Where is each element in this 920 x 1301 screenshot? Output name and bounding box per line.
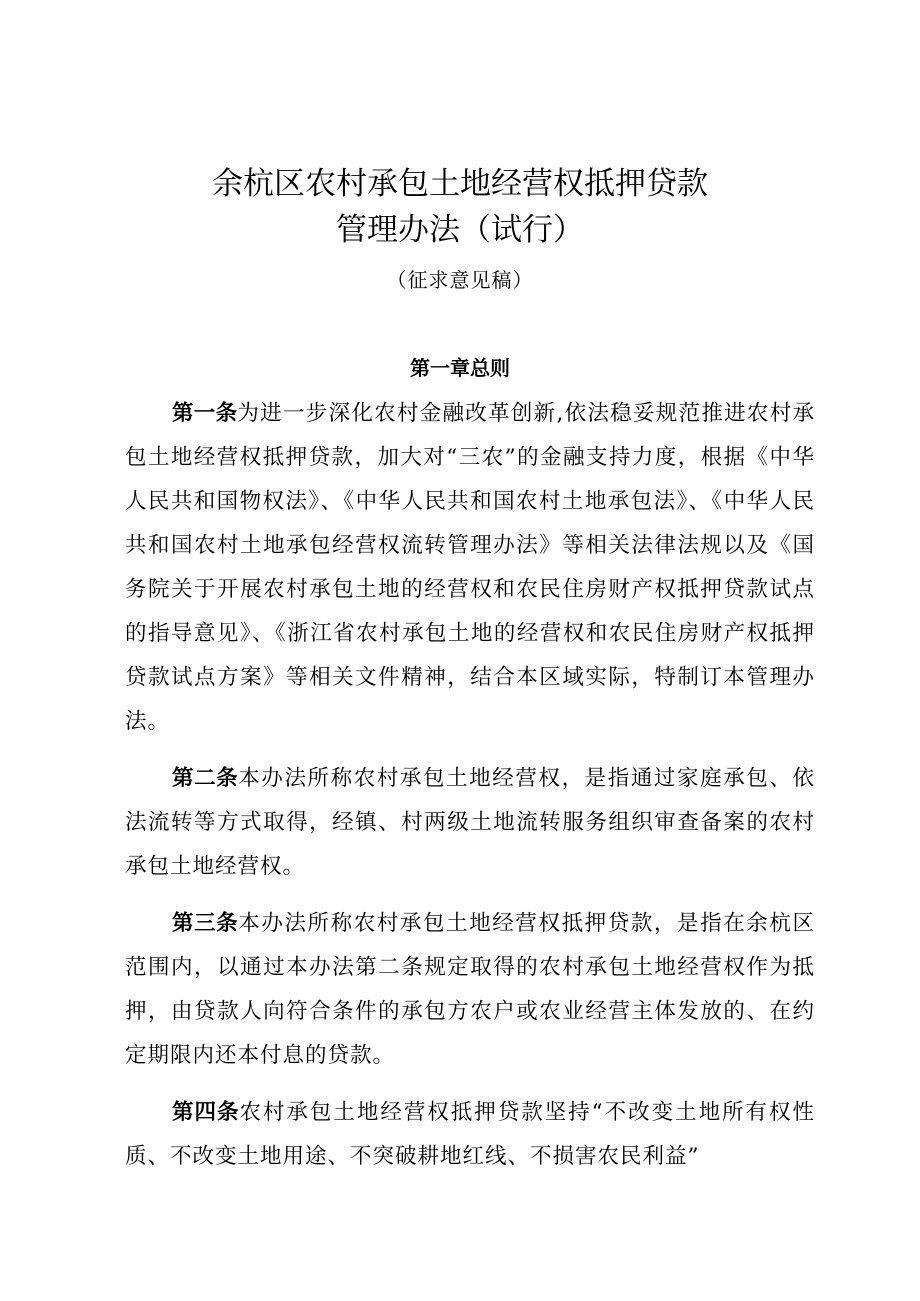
article-4 — [125, 1091, 815, 1179]
chapter-heading: 第一章总则 — [410, 356, 510, 380]
article-1-text: 为进一步深化农村金融改革创新,依法稳妥规范推进农村承包土地经营权抵押贷款，加大对“三农”的金融支持力度，根据《中华人民共和国物权法》、《中华人民共和国农村土地承包法》、《中华人民共和国农村土地承包经营权流转管理办法》等相关法律法规以及《国务院关于开展农村承包土地的经营权和农民住房财产权抵押贷款试点的指导意见》、《浙江省农村承包土地的经营权和农民住房财产权抵押贷款试点方案》等相关文件精神，结合本区域实际，特制订本管理办法。 — [125, 401, 815, 734]
article-2 — [125, 757, 815, 889]
article-1-label: 第一条 — [172, 401, 238, 426]
article-1 — [125, 392, 815, 744]
article-2-text: 本办法所称农村承包土地经营权，是指通过家庭承包、依法流转等方式取得，经镇、村两级土地流转服务组织审查备案的农村承包土地经营权。 — [125, 766, 815, 879]
document-subtitle: （征求意见稿） — [386, 268, 534, 292]
document-body — [125, 392, 815, 1192]
document-title-line-1: 余杭区农村承包土地经营权抵押贷款 — [212, 166, 708, 202]
article-4-text: 农村承包土地经营权抵押贷款坚持“不改变土地所有权性质、不改变土地用途、不突破耕地红线、不损害农民利益” — [125, 1100, 815, 1169]
article-3-text: 本办法所称农村承包土地经营权抵押贷款，是指在余杭区范围内，以通过本办法第二条规定取得的农村承包土地经营权作为抵押，由贷款人向符合条件的承包方农户或农业经营主体发放的、在约定期限内还本付息的贷款。 — [125, 911, 815, 1068]
article-3-label: 第三条 — [172, 911, 239, 936]
document-title-line-2: 管理办法（试行） — [336, 212, 584, 248]
article-4-label: 第四条 — [172, 1100, 240, 1125]
article-2-label: 第二条 — [172, 766, 239, 791]
article-3 — [125, 902, 815, 1078]
